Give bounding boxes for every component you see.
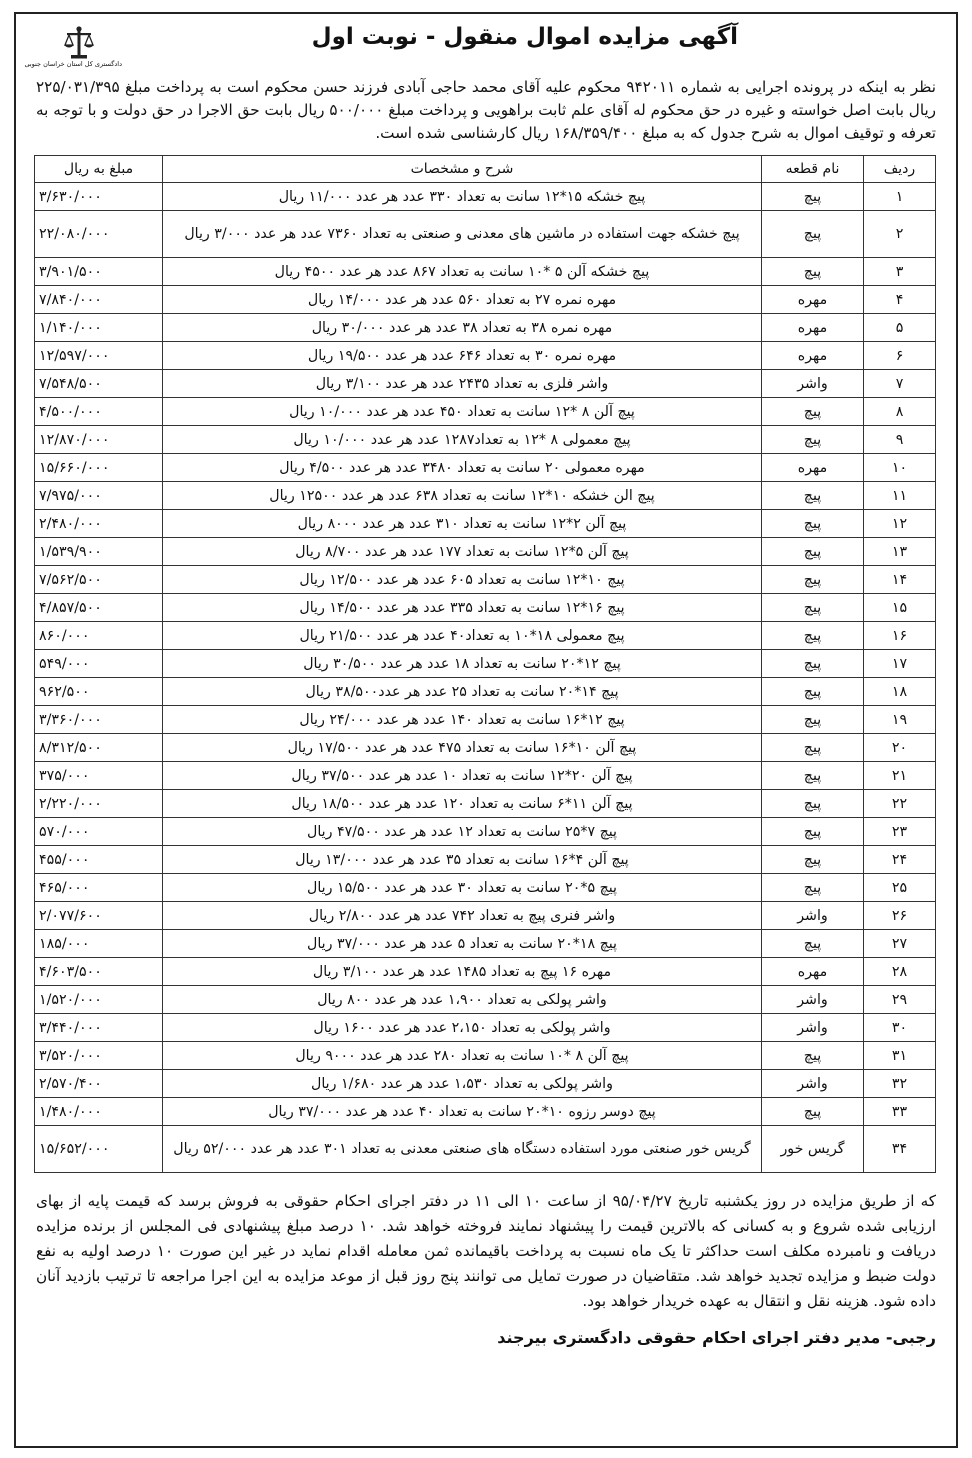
row-number-cell: ۳۰	[864, 1014, 936, 1042]
table-row	[35, 342, 936, 370]
amount-cell: ۵۴۹/۰۰۰	[35, 650, 163, 678]
amount-cell: ۳/۶۳۰/۰۰۰	[35, 183, 163, 211]
header-part-name: نام قطعه	[762, 156, 864, 183]
row-number-cell: ۲۴	[864, 846, 936, 874]
description-cell: پیچ معمولی ۱۸*۱۰ به تعداد۴۰ عدد هر عدد ۲۱/۵۰۰ ریال	[163, 622, 762, 650]
amount-cell: ۱۲/۸۷۰/۰۰۰	[35, 426, 163, 454]
description-cell: مهره نمره ۳۰ به تعداد ۶۴۶ عدد هر عدد ۱۹/۵۰۰ ریال	[163, 342, 762, 370]
description-cell: واشر فنری پیچ به تعداد ۷۴۲ عدد هر عدد ۲/۸۰۰ ریال	[163, 902, 762, 930]
amount-cell: ۹۶۲/۵۰۰	[35, 678, 163, 706]
description-cell: پیچ الن خشکه ۱۰*۱۲ سانت به تعداد ۶۳۸ عدد هر عدد ۱۲۵۰۰ ریال	[163, 482, 762, 510]
amount-cell: ۸/۳۱۲/۵۰۰	[35, 734, 163, 762]
items-table	[34, 155, 936, 1173]
amount-cell: ۴۶۵/۰۰۰	[35, 874, 163, 902]
part-name-cell: پیچ	[762, 818, 864, 846]
amount-cell: ۲/۰۷۷/۶۰۰	[35, 902, 163, 930]
description-cell: پیچ آلن ۱۱*۶ سانت به تعداد ۱۲۰ عدد هر عدد ۱۸/۵۰۰ ریال	[163, 790, 762, 818]
row-number-cell: ۶	[864, 342, 936, 370]
description-cell: واشر پولکی به تعداد ۱،۹۰۰ عدد هر عدد ۸۰۰ ریال	[163, 986, 762, 1014]
header-description: شرح و مشخصات	[163, 156, 762, 183]
table-row	[35, 986, 936, 1014]
row-number-cell: ۲۲	[864, 790, 936, 818]
table-row	[35, 790, 936, 818]
amount-cell: ۳/۳۶۰/۰۰۰	[35, 706, 163, 734]
amount-cell: ۷/۵۴۸/۵۰۰	[35, 370, 163, 398]
row-number-cell: ۱۷	[864, 650, 936, 678]
row-number-cell: ۳۱	[864, 1042, 936, 1070]
description-cell: پیچ ۱۴*۲۰ سانت به تعداد ۲۵ عدد هر عدد۳۸/۵۰۰ ریال	[163, 678, 762, 706]
part-name-cell: پیچ	[762, 678, 864, 706]
table-row	[35, 594, 936, 622]
table-row	[35, 258, 936, 286]
part-name-cell: پیچ	[762, 1042, 864, 1070]
table-row	[35, 426, 936, 454]
description-cell: پیچ آلن ۲۰*۱۲ سانت به تعداد ۱۰ عدد هر عدد ۳۷/۵۰۰ ریال	[163, 762, 762, 790]
description-cell: پیچ خشکه جهت استفاده در ماشین های معدنی و صنعتی به تعداد ۷۳۶۰ عدد هر عدد ۳/۰۰۰ ریال	[163, 211, 762, 258]
intro-paragraph: نظر به اینکه در پرونده اجرایی به شماره ۹۴۲۰۱۱ محکوم علیه آقای محمد حاجی آبادی فرزند حسن محکوم است به پرداخت مبلغ ۲۲۵/۰۳۱/۳۹۵ ریال بابت اصل خواسته و غیره در حق محکوم له آقای علم ثابت براهویی و پرداخت مبلغ ۵۰۰/۰۰۰ ریال بابت حق الاجرا در حق دولت و با توجه به تعرفه و توقیف اموال به شرح جدول که به مبلغ ۱۶۸/۳۵۹/۴۰۰ ریال کارشناسی شده است.	[36, 78, 937, 142]
table-row	[35, 762, 936, 790]
row-number-cell: ۱	[864, 183, 936, 211]
table-row	[35, 482, 936, 510]
part-name-cell: پیچ	[762, 1098, 864, 1126]
description-cell: پیچ آلن ۴*۱۶ سانت به تعداد ۳۵ عدد هر عدد ۱۳/۰۰۰ ریال	[163, 846, 762, 874]
description-cell: پیچ ۵*۲۰ سانت به تعداد ۳۰ عدد هر عدد ۱۵/۵۰۰ ریال	[163, 874, 762, 902]
table-row	[35, 211, 936, 258]
part-name-cell: پیچ	[762, 538, 864, 566]
part-name-cell: پیچ	[762, 874, 864, 902]
part-name-cell: پیچ	[762, 594, 864, 622]
description-cell: پیچ ۱۶*۱۲ سانت به تعداد ۳۳۵ عدد هر عدد ۱۴/۵۰۰ ریال	[163, 594, 762, 622]
table-row	[35, 734, 936, 762]
amount-cell: ۲۲/۰۸۰/۰۰۰	[35, 211, 163, 258]
description-cell: مهره معمولی ۲۰ سانت به تعداد ۳۴۸۰ عدد هر عدد ۴/۵۰۰ ریال	[163, 454, 762, 482]
part-name-cell: واشر	[762, 1070, 864, 1098]
amount-cell: ۷/۹۷۵/۰۰۰	[35, 482, 163, 510]
items-table-wrapper	[34, 155, 936, 1173]
row-number-cell: ۳۳	[864, 1098, 936, 1126]
part-name-cell: واشر	[762, 902, 864, 930]
row-number-cell: ۱۵	[864, 594, 936, 622]
part-name-cell: پیچ	[762, 510, 864, 538]
description-cell: پیچ خشکه ۱۵*۱۲ سانت به تعداد ۳۳۰ عدد هر عدد ۱۱/۰۰۰ ریال	[163, 183, 762, 211]
description-cell: مهره نمره ۲۷ به تعداد ۵۶۰ عدد هر عدد ۱۴/۰۰۰ ریال	[163, 286, 762, 314]
table-row	[35, 930, 936, 958]
notice-header	[14, 10, 958, 68]
amount-cell: ۴/۵۰۰/۰۰۰	[35, 398, 163, 426]
row-number-cell: ۲۰	[864, 734, 936, 762]
amount-cell: ۲/۵۷۰/۴۰۰	[35, 1070, 163, 1098]
part-name-cell: پیچ	[762, 762, 864, 790]
amount-cell: ۱۵/۶۵۲/۰۰۰	[35, 1126, 163, 1173]
amount-cell: ۴/۸۵۷/۵۰۰	[35, 594, 163, 622]
row-number-cell: ۱۸	[864, 678, 936, 706]
row-number-cell: ۸	[864, 398, 936, 426]
table-row	[35, 902, 936, 930]
description-cell: پیچ دوسر رزوه ۱۰*۲۰ سانت به تعداد ۴۰ عدد هر عدد ۳۷/۰۰۰ ریال	[163, 1098, 762, 1126]
part-name-cell: گریس خور	[762, 1126, 864, 1173]
part-name-cell: پیچ	[762, 482, 864, 510]
table-row	[35, 818, 936, 846]
part-name-cell: واشر	[762, 986, 864, 1014]
part-name-cell: واشر	[762, 1014, 864, 1042]
amount-cell: ۳/۴۴۰/۰۰۰	[35, 1014, 163, 1042]
row-number-cell: ۲۹	[864, 986, 936, 1014]
row-number-cell: ۴	[864, 286, 936, 314]
amount-cell: ۳/۹۰۱/۵۰۰	[35, 258, 163, 286]
table-row	[35, 622, 936, 650]
row-number-cell: ۳	[864, 258, 936, 286]
part-name-cell: پیچ	[762, 734, 864, 762]
part-name-cell: پیچ	[762, 846, 864, 874]
amount-cell: ۵۷۰/۰۰۰	[35, 818, 163, 846]
row-number-cell: ۱۶	[864, 622, 936, 650]
amount-cell: ۱/۴۸۰/۰۰۰	[35, 1098, 163, 1126]
row-number-cell: ۹	[864, 426, 936, 454]
amount-cell: ۳/۵۲۰/۰۰۰	[35, 1042, 163, 1070]
description-cell: مهره نمره ۳۸ به تعداد ۳۸ عدد هر عدد ۳۰/۰۰۰ ریال	[163, 314, 762, 342]
amount-cell: ۸۶۰/۰۰۰	[35, 622, 163, 650]
description-cell: واشر پولکی به تعداد ۱،۵۳۰ عدد هر عدد ۱/۶۸۰ ریال	[163, 1070, 762, 1098]
scales-of-justice-icon	[59, 26, 99, 60]
part-name-cell: پیچ	[762, 426, 864, 454]
table-row	[35, 678, 936, 706]
row-number-cell: ۷	[864, 370, 936, 398]
row-number-cell: ۲۷	[864, 930, 936, 958]
description-cell: پیچ آلن ۲*۱۲ سانت به تعداد ۳۱۰ عدد هر عدد ۸۰۰۰ ریال	[163, 510, 762, 538]
description-cell: واشر پولکی به تعداد ۲،۱۵۰ عدد هر عدد ۱۶۰۰ ریال	[163, 1014, 762, 1042]
table-row	[35, 1070, 936, 1098]
table-row	[35, 370, 936, 398]
table-header-row	[35, 156, 936, 183]
table-row	[35, 314, 936, 342]
part-name-cell: مهره	[762, 454, 864, 482]
table-row	[35, 958, 936, 986]
row-number-cell: ۱۴	[864, 566, 936, 594]
row-number-cell: ۱۹	[864, 706, 936, 734]
table-row	[35, 538, 936, 566]
part-name-cell: پیچ	[762, 183, 864, 211]
signature-line: رجبی- مدیر دفتر اجرای احکام حقوقی دادگستری بیرجند	[497, 1328, 936, 1347]
amount-cell: ۱/۵۳۹/۹۰۰	[35, 538, 163, 566]
part-name-cell: پیچ	[762, 211, 864, 258]
description-cell: مهره ۱۶ پیچ به تعداد ۱۴۸۵ عدد هر عدد ۳/۱۰۰ ریال	[163, 958, 762, 986]
description-cell: واشر فلزی به تعداد ۲۴۳۵ عدد هر عدد ۳/۱۰۰ ریال	[163, 370, 762, 398]
table-row	[35, 398, 936, 426]
table-row	[35, 1014, 936, 1042]
logo-caption: دادگستری کل استان خراسان جنوبی	[24, 60, 122, 68]
table-row	[35, 650, 936, 678]
header-amount: مبلغ به ریال	[35, 156, 163, 183]
part-name-cell: پیچ	[762, 706, 864, 734]
row-number-cell: ۱۰	[864, 454, 936, 482]
part-name-cell: پیچ	[762, 930, 864, 958]
description-cell: گریس خور صنعتی مورد استفاده دستگاه های صنعتی معدنی به تعداد ۳۰۱ عدد هر عدد ۵۲/۰۰۰ ریال	[163, 1126, 762, 1173]
row-number-cell: ۲۳	[864, 818, 936, 846]
part-name-cell: پیچ	[762, 650, 864, 678]
amount-cell: ۱۸۵/۰۰۰	[35, 930, 163, 958]
part-name-cell: پیچ	[762, 566, 864, 594]
part-name-cell: مهره	[762, 342, 864, 370]
description-cell: پیچ ۱۲*۲۰ سانت به تعداد ۱۸ عدد هر عدد ۳۰/۵۰۰ ریال	[163, 650, 762, 678]
table-row	[35, 183, 936, 211]
description-cell: پیچ ۱۸*۲۰ سانت به تعداد ۵ عدد هر عدد ۳۷/۰۰۰ ریال	[163, 930, 762, 958]
table-row	[35, 454, 936, 482]
row-number-cell: ۱۱	[864, 482, 936, 510]
amount-cell: ۲/۲۲۰/۰۰۰	[35, 790, 163, 818]
table-row	[35, 510, 936, 538]
part-name-cell: واشر	[762, 370, 864, 398]
row-number-cell: ۳۲	[864, 1070, 936, 1098]
row-number-cell: ۲۶	[864, 902, 936, 930]
description-cell: پیچ ۱۰*۱۲ سانت به تعداد ۶۰۵ عدد هر عدد ۱۲/۵۰۰ ریال	[163, 566, 762, 594]
row-number-cell: ۳۴	[864, 1126, 936, 1173]
row-number-cell: ۲۱	[864, 762, 936, 790]
part-name-cell: پیچ	[762, 258, 864, 286]
part-name-cell: مهره	[762, 286, 864, 314]
row-number-cell: ۲	[864, 211, 936, 258]
table-row	[35, 286, 936, 314]
amount-cell: ۱/۱۴۰/۰۰۰	[35, 314, 163, 342]
description-cell: پیچ آلن ۱۰*۱۶ سانت به تعداد ۴۷۵ عدد هر عدد ۱۷/۵۰۰ ریال	[163, 734, 762, 762]
amount-cell: ۲/۴۸۰/۰۰۰	[35, 510, 163, 538]
items-table-body	[35, 183, 936, 1173]
amount-cell: ۱۲/۵۹۷/۰۰۰	[35, 342, 163, 370]
table-row	[35, 1126, 936, 1173]
description-cell: پیچ آلن ۵*۱۲ سانت به تعداد ۱۷۷ عدد هر عدد ۸/۷۰۰ ریال	[163, 538, 762, 566]
table-row	[35, 1042, 936, 1070]
table-row	[35, 874, 936, 902]
row-number-cell: ۲۵	[864, 874, 936, 902]
part-name-cell: پیچ	[762, 790, 864, 818]
row-number-cell: ۲۸	[864, 958, 936, 986]
description-cell: پیچ آلن ۸ *۱۰ سانت به تعداد ۲۸۰ عدد هر عدد ۹۰۰۰ ریال	[163, 1042, 762, 1070]
table-row	[35, 566, 936, 594]
description-cell: پیچ آلن ۸ *۱۲ سانت به تعداد ۴۵۰ عدد هر عدد ۱۰/۰۰۰ ریال	[163, 398, 762, 426]
part-name-cell: پیچ	[762, 622, 864, 650]
closing-paragraph: که از طریق مزایده در روز یکشنبه تاریخ ۹۵/۰۴/۲۷ از ساعت ۱۰ الی ۱۱ در دفتر اجرای احکام حقوقی به فروش برسد که قیمت پایه از بهای ارزیابی شده شروع و به کسانی که بالاترین قیمت را پیشنهاد نمایند فروخته خواهد شد. ۱۰ درصد مبلغ پیشنهادی فی المجلس از برنده مزایده دریافت و نامبرده مکلف است حداکثر تا یک ماه نسبت به پرداخت باقیمانده ثمن معامله اقدام نماید در غیر این صورت ۱۰ درصد اولیه به نفع دولت ضبط و مزایده تجدید خواهد شد. متقاضیان در صورت تمایل می توانند پنج روز قبل از موعد مزایده به این اجرا مراجعه تا ترتیب بازدید آنان داده شود. هزینه نقل و انتقال به عهده خریدار خواهد بود.	[36, 1192, 937, 1310]
part-name-cell: مهره	[762, 958, 864, 986]
row-number-cell: ۱۳	[864, 538, 936, 566]
row-number-cell: ۱۲	[864, 510, 936, 538]
description-cell: پیچ معمولی ۸ *۱۲ به تعداد۱۲۸۷ عدد هر عدد ۱۰/۰۰۰ ریال	[163, 426, 762, 454]
amount-cell: ۷/۵۶۲/۵۰۰	[35, 566, 163, 594]
table-row	[35, 706, 936, 734]
notice-title: آگهی مزایده اموال منقول - نوبت اول	[311, 24, 738, 50]
amount-cell: ۴/۶۰۳/۵۰۰	[35, 958, 163, 986]
amount-cell: ۴۵۵/۰۰۰	[35, 846, 163, 874]
amount-cell: ۱۵/۶۶۰/۰۰۰	[35, 454, 163, 482]
part-name-cell: پیچ	[762, 398, 864, 426]
amount-cell: ۳۷۵/۰۰۰	[35, 762, 163, 790]
amount-cell: ۷/۸۴۰/۰۰۰	[35, 286, 163, 314]
table-row	[35, 1098, 936, 1126]
description-cell: پیچ خشکه آلن ۵ *۱۰ سانت به تعداد ۸۶۷ عدد هر عدد ۴۵۰۰ ریال	[163, 258, 762, 286]
part-name-cell: مهره	[762, 314, 864, 342]
description-cell: پیچ ۱۲*۱۶ سانت به تعداد ۱۴۰ عدد هر عدد ۲۴/۰۰۰ ریال	[163, 706, 762, 734]
header-row-number: ردیف	[864, 156, 936, 183]
amount-cell: ۱/۵۲۰/۰۰۰	[35, 986, 163, 1014]
description-cell: پیچ ۷*۲۵ سانت به تعداد ۱۲ عدد هر عدد ۴۷/۵۰۰ ریال	[163, 818, 762, 846]
table-row	[35, 846, 936, 874]
row-number-cell: ۵	[864, 314, 936, 342]
